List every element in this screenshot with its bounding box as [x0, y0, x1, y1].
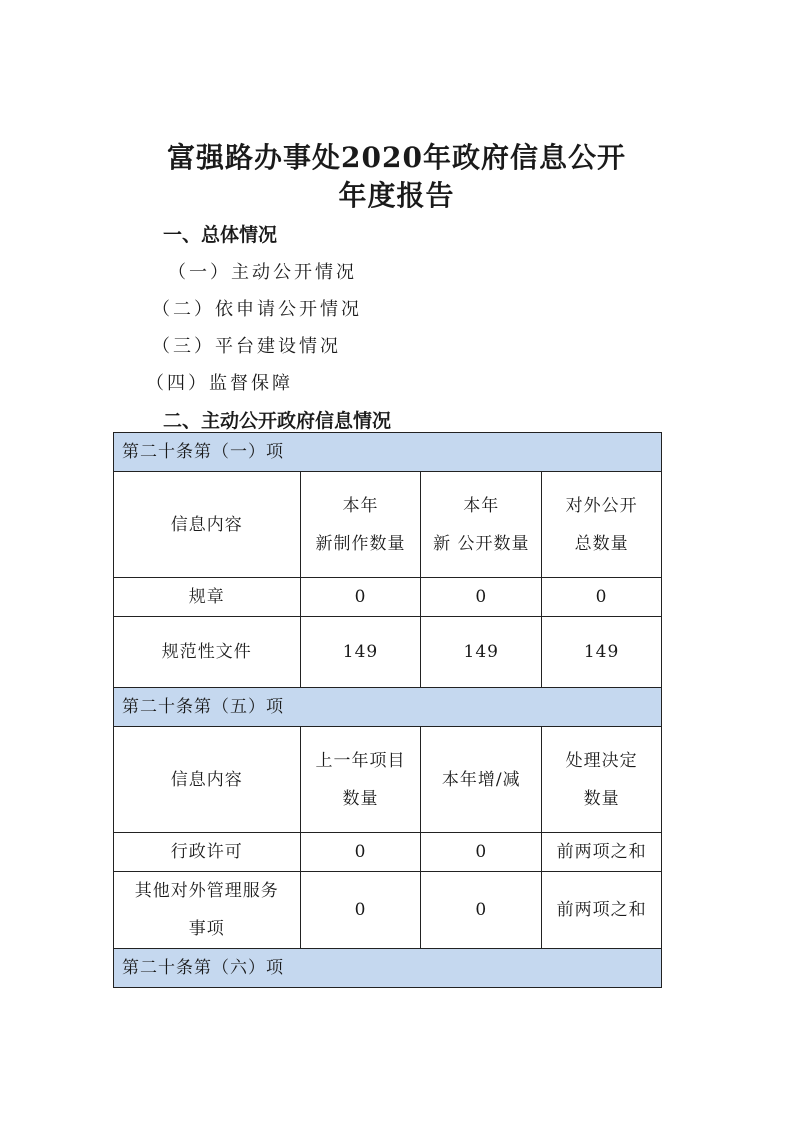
section-label: 第二十条第（六）项	[114, 949, 662, 988]
table-cell: 149	[421, 617, 542, 688]
header-line: 数量	[342, 788, 379, 809]
disclosure-table	[113, 432, 662, 988]
table-cell: 0	[300, 578, 421, 617]
table-header-row	[114, 472, 662, 578]
table-cell: 前两项之和	[542, 872, 662, 949]
table-cell: 0	[300, 833, 421, 872]
table-row	[114, 617, 662, 688]
header-line: 本年	[342, 495, 379, 516]
header-line: 本年	[463, 495, 500, 516]
table-row	[114, 578, 662, 617]
table-cell: 前两项之和	[542, 833, 662, 872]
section-heading-overview: 一、总体情况	[163, 224, 278, 246]
section-label: 第二十条第（一）项	[114, 433, 662, 472]
header-cell	[300, 727, 421, 833]
header-line: 处理决定	[565, 750, 638, 771]
table-cell: 0	[542, 578, 662, 617]
table-cell: 0	[421, 578, 542, 617]
table-cell: 149	[300, 617, 421, 688]
table-cell: 0	[421, 833, 542, 872]
row-label: 规章	[114, 578, 301, 617]
table-cell: 0	[421, 872, 542, 949]
header-line: 上一年项目	[315, 750, 406, 771]
section-label: 第二十条第（五）项	[114, 688, 662, 727]
table-cell: 149	[542, 617, 662, 688]
row-label-line: 其他对外管理服务	[134, 881, 279, 901]
row-label: 行政许可	[114, 833, 301, 872]
header-cell	[542, 727, 662, 833]
report-title-line1: 富强路办事处2020年政府信息公开	[167, 141, 626, 174]
row-label-line: 事项	[188, 919, 225, 939]
table-section-row	[114, 949, 662, 988]
table-row	[114, 872, 662, 949]
header-cell: 信息内容	[114, 472, 301, 578]
table-row	[114, 833, 662, 872]
row-label: 规范性文件	[114, 617, 301, 688]
header-cell: 信息内容	[114, 727, 301, 833]
table-header-row	[114, 727, 662, 833]
table-cell: 0	[300, 872, 421, 949]
header-line: 新 公开数量	[433, 533, 530, 554]
header-cell: 本年增/减	[421, 727, 542, 833]
header-line: 新制作数量	[315, 533, 406, 554]
header-line: 总数量	[574, 533, 629, 554]
subheading-supervision: （四）监督保障	[146, 373, 293, 394]
subheading-active-disclosure: （一）主动公开情况	[168, 262, 357, 283]
header-line: 数量	[583, 788, 620, 809]
table-section-row	[114, 688, 662, 727]
header-cell	[542, 472, 662, 578]
report-title-line2: 年度报告	[338, 179, 455, 212]
header-cell	[421, 472, 542, 578]
header-cell	[300, 472, 421, 578]
subheading-application-disclosure: （二）依申请公开情况	[152, 299, 362, 320]
header-line: 对外公开	[565, 495, 638, 516]
section-heading-active-info: 二、主动公开政府信息情况	[163, 410, 392, 432]
row-label	[114, 872, 301, 949]
table-section-row	[114, 433, 662, 472]
subheading-platform-construction: （三）平台建设情况	[152, 336, 341, 357]
